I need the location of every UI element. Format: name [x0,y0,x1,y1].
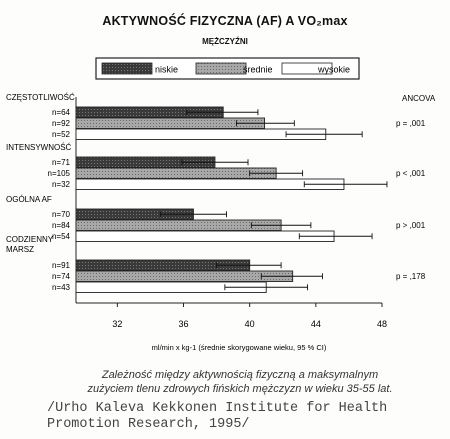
stats-header: ANCOVA [402,94,436,103]
x-tick-label-4: 44 [310,319,321,329]
legend-swatch-1 [102,63,152,74]
n-label-1-2: n=92 [51,119,70,128]
legend-label-3: wysokie [318,64,351,75]
x-tick-label-1: 32 [112,319,123,329]
source-citation [47,401,387,433]
chart-subtitle: MĘŻCZYŹNI [202,37,248,46]
n-label-2-3: n=32 [51,180,70,189]
bar-3-2 [76,220,281,231]
n-label-1-1: n=64 [51,108,70,117]
p-value-3: p > ,001 [396,221,426,230]
p-value-2: p < ,001 [396,169,426,178]
n-label-4-3: n=43 [51,283,70,292]
bar-4-2 [76,271,293,282]
n-label-4-1: n=91 [51,261,70,270]
x-tick-label-5: 48 [376,319,388,329]
legend-label-2: średnie [243,64,273,75]
caption-line-2: zużyciem tlenu zdrowych fińskich mężczyzn w wieku 35-55 lat. [87,383,393,395]
source-line-2: Promotion Research, 1995/ [47,417,250,432]
group-label-4-2: MARSZ [6,245,34,254]
n-label-2-1: n=71 [51,158,70,167]
group-label-4-1: CODZIENNY [6,235,54,244]
n-label-3-3: n=54 [51,232,70,241]
x-axis-label: ml/min x kg-1 (średnie skorygowane wieku, 95 % CI) [151,343,327,352]
n-label-4-2: n=74 [51,272,70,281]
figure-caption [60,368,420,396]
group-label-2: INTENSYWNOŚĆ [6,143,72,152]
x-tick-label-3: 40 [244,319,255,329]
n-label-1-3: n=52 [51,130,70,139]
caption-line-1: Zależność między aktywnością fizyczną a maksymalnym [101,369,379,381]
legend-swatch-2 [196,63,246,74]
bar-2-2 [76,168,276,179]
n-label-3-1: n=70 [51,210,70,219]
x-tick-label-2: 36 [178,319,189,329]
source-line-1: /Urho Kaleva Kekkonen Institute for Health [47,401,388,416]
legend-label-1: niskie [155,64,179,75]
n-label-2-2: n=105 [47,169,70,178]
bar-2-3 [76,179,344,190]
chart-title: AKTYWNOŚĆ FIZYCZNA (AF) A VO₂max [102,14,348,28]
p-value-4: p = ,178 [396,272,426,281]
p-value-1: p = ,001 [396,119,426,128]
bar-3-3 [76,231,334,242]
n-label-3-2: n=84 [51,221,70,230]
group-label-3: OGÓLNA AF [6,195,52,204]
group-label-1: CZĘSTOTLIWOŚĆ [6,93,75,102]
